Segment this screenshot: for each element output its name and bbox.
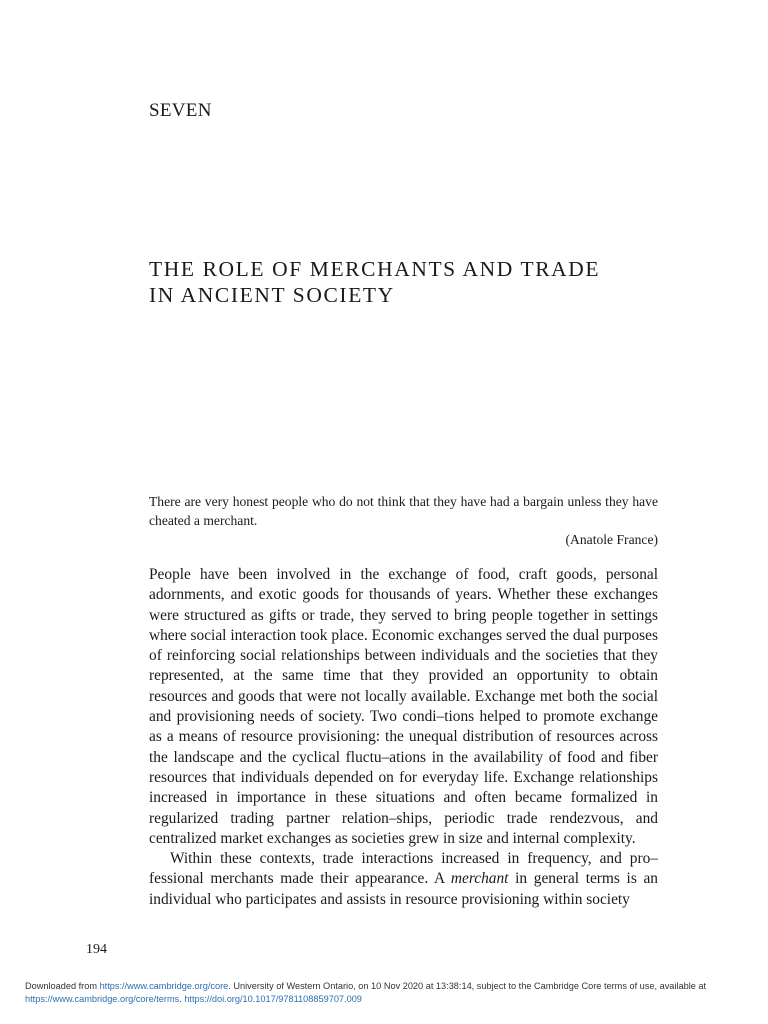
doi-link[interactable]: https://doi.org/10.1017/9781108859707.009 [184, 993, 362, 1004]
body-paragraph-2-end: in general terms is an individual who participates and assists in resource provisioning within society [149, 870, 658, 908]
download-prefix: Downloaded from [25, 981, 100, 991]
cambridge-core-link[interactable]: https://www.cambridge.org/core [99, 981, 229, 991]
chapter-title-line-1: THE ROLE OF MERCHANTS AND TRADE [149, 257, 601, 281]
body-paragraph-1: People have been involved in the exchange of food, craft goods, personal adornments, and exotic goods for thousands of years. Whether these exchanges were structured as gifts or trade, they served to bring people together in settings where social interaction took place. Economic exchanges served the dual purposes of reinforcing social relationships between individuals and the societies that they represented, at the same time that they provided an opportunity to obtain resources and goods that were not locally available. Exchange met both the social and provisioning needs of society. Two condi–tions helped to promote exchange as a means of resource provisioning: the unequal distribution of resources across the landscape and the cyclical fluctu–ations in the availability of food and fiber resources that individuals depended on for everyday life. Exchange relationships increased in importance in these situations and often became formalized in regularized trading partner relation–ships, periodic trade rendezvous, and centralized market exchanges as societies grew in size and internal complexity. [149, 566, 658, 847]
epigraph-quote: There are very honest people who do not think that they have had a bargain unless they have cheated a merchant. [149, 494, 658, 528]
chapter-number: SEVEN [149, 100, 212, 121]
download-separator: . [179, 993, 185, 1004]
epigraph [149, 492, 658, 549]
chapter-title-line-2: IN ANCIENT SOCIETY [149, 283, 395, 307]
chapter-title [149, 256, 669, 308]
cambridge-terms-link[interactable]: https://www.cambridge.org/core/terms [25, 993, 180, 1004]
download-middle-text: . University of Western Ontario, on 10 Nov 2020 at 13:38:14, subject to the Cambridge Core terms of use, available at [228, 981, 707, 991]
body-text [149, 565, 658, 910]
epigraph-attribution: (Anatole France) [565, 532, 658, 547]
merchant-term: merchant [450, 870, 509, 888]
page-number: 194 [86, 942, 107, 957]
body-paragraph-2 [149, 849, 658, 910]
body-paragraph-2-start: Within these contexts, trade interactions increased in frequency, and pro–fessional merchants made their appearance. A [149, 850, 658, 888]
download-notice [25, 980, 755, 1005]
